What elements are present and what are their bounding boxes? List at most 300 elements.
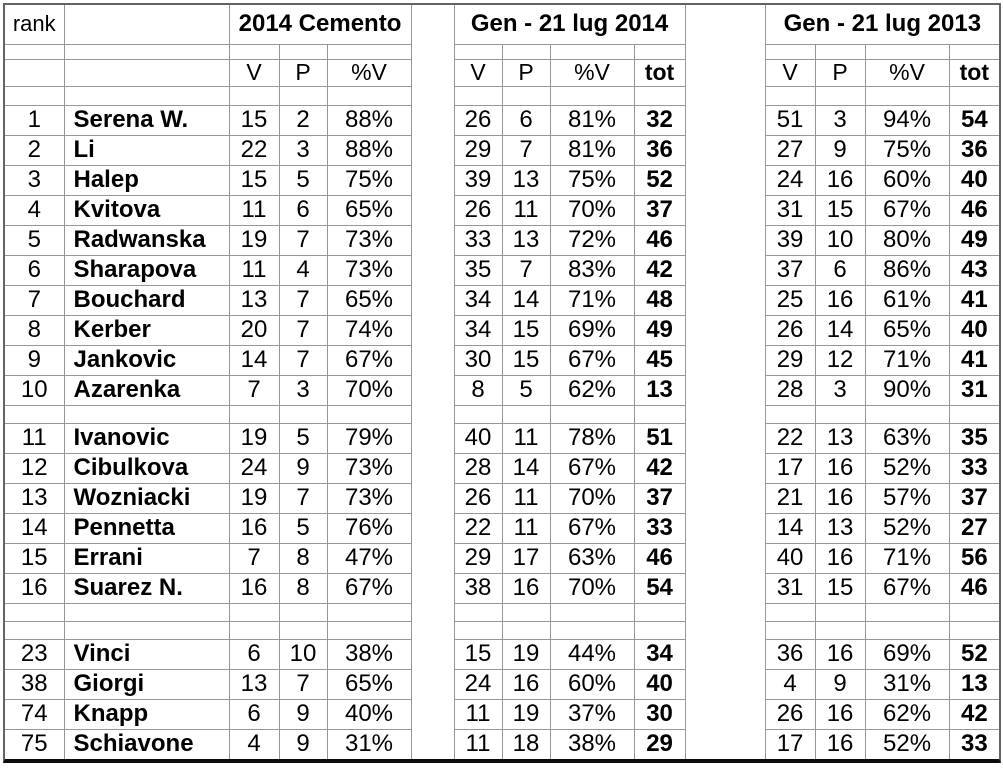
- group-gap-cell: [411, 573, 454, 603]
- losses-cell: 5: [502, 375, 550, 405]
- group-gap-cell: [411, 285, 454, 315]
- tot-cell: 33: [949, 729, 999, 759]
- wins-cell: 14: [229, 345, 279, 375]
- wins-cell: 30: [454, 345, 502, 375]
- spacer-cell: [550, 44, 634, 59]
- tot-cell: 34: [634, 639, 685, 669]
- group-gap-cell: [411, 105, 454, 135]
- winpct-cell: 67%: [865, 195, 949, 225]
- losses-cell: 7: [279, 669, 327, 699]
- wins-cell: 29: [454, 543, 502, 573]
- tot-cell: 37: [634, 483, 685, 513]
- wins-cell: 17: [765, 729, 815, 759]
- spacer-cell: [229, 44, 279, 59]
- losses-cell: 15: [502, 315, 550, 345]
- spacer-cell: [865, 603, 949, 621]
- rank-cell: 3: [5, 165, 64, 195]
- group-gap-cell: [411, 315, 454, 345]
- group-gap-cell: [685, 135, 765, 165]
- group-gap-cell: [411, 639, 454, 669]
- losses-cell: 7: [502, 135, 550, 165]
- wins-cell: 11: [454, 729, 502, 759]
- rank-cell: 23: [5, 639, 64, 669]
- table-body: [5, 105, 999, 759]
- player-row: [5, 543, 999, 573]
- winpct-cell: 62%: [550, 375, 634, 405]
- player-name-cell: Bouchard: [64, 285, 229, 315]
- winpct-cell: 75%: [865, 135, 949, 165]
- losses-cell: 7: [279, 483, 327, 513]
- spacer-cell: [634, 405, 685, 423]
- spacer-cell: [949, 603, 999, 621]
- winpct-cell: 90%: [865, 375, 949, 405]
- winpct-cell: 67%: [327, 345, 411, 375]
- player-name-cell: Halep: [64, 165, 229, 195]
- spacer-row: [5, 603, 999, 621]
- spacer-cell: [949, 44, 999, 59]
- spacer-cell: [815, 621, 865, 639]
- losses-cell: 13: [502, 165, 550, 195]
- winpct-cell: 72%: [550, 225, 634, 255]
- wins-cell: 14: [765, 513, 815, 543]
- rank-cell: 10: [5, 375, 64, 405]
- spacer-cell: [229, 86, 279, 105]
- winpct-cell: 74%: [327, 315, 411, 345]
- tot-cell: 36: [634, 135, 685, 165]
- wins-cell: 11: [454, 699, 502, 729]
- tot-cell: 43: [949, 255, 999, 285]
- wins-cell: 15: [454, 639, 502, 669]
- group-gap-cell: [411, 5, 454, 44]
- spacer-cell: [5, 86, 64, 105]
- tot-cell: 54: [634, 573, 685, 603]
- player-name-cell: Schiavone: [64, 729, 229, 759]
- group-gap-cell: [411, 729, 454, 759]
- player-name-cell: Kvitova: [64, 195, 229, 225]
- tot-cell: 27: [949, 513, 999, 543]
- player-row: [5, 423, 999, 453]
- losses-cell: 13: [815, 513, 865, 543]
- tot-cell: 46: [634, 225, 685, 255]
- winpct-cell: 73%: [327, 453, 411, 483]
- tot-cell: 40: [949, 165, 999, 195]
- wins-cell: 19: [229, 423, 279, 453]
- group-gap-cell: [685, 699, 765, 729]
- losses-column-header: P: [815, 59, 865, 86]
- rank-cell: 14: [5, 513, 64, 543]
- spacer-cell: [64, 86, 229, 105]
- player-name-cell: Wozniacki: [64, 483, 229, 513]
- tot-cell: 52: [634, 165, 685, 195]
- spacer-cell: [634, 44, 685, 59]
- player-name-cell: Ivanovic: [64, 423, 229, 453]
- losses-cell: 7: [279, 225, 327, 255]
- tot-cell: 51: [634, 423, 685, 453]
- spacer-cell: [815, 405, 865, 423]
- losses-cell: 11: [502, 483, 550, 513]
- wins-cell: 26: [454, 483, 502, 513]
- spacer-cell: [229, 621, 279, 639]
- wins-cell: 36: [765, 639, 815, 669]
- losses-cell: 6: [502, 105, 550, 135]
- winpct-cell: 81%: [550, 105, 634, 135]
- group-gap-cell: [411, 135, 454, 165]
- tot-cell: 46: [949, 195, 999, 225]
- losses-cell: 15: [815, 573, 865, 603]
- wins-cell: 6: [229, 639, 279, 669]
- tot-cell: 40: [634, 669, 685, 699]
- winpct-cell: 88%: [327, 105, 411, 135]
- losses-cell: 4: [279, 255, 327, 285]
- group-gap-cell: [411, 86, 454, 105]
- wins-cell: 31: [765, 195, 815, 225]
- spacer-cell: [454, 44, 502, 59]
- spacer-cell: [327, 621, 411, 639]
- spacer-cell: [454, 405, 502, 423]
- winpct-cell: 71%: [865, 543, 949, 573]
- wins-cell: 22: [229, 135, 279, 165]
- tot-cell: 37: [634, 195, 685, 225]
- table-header-rows: [5, 5, 999, 105]
- group-gap-cell: [685, 573, 765, 603]
- losses-cell: 6: [279, 195, 327, 225]
- losses-cell: 16: [815, 483, 865, 513]
- losses-cell: 14: [815, 315, 865, 345]
- winpct-cell: 52%: [865, 513, 949, 543]
- group-gap-cell: [685, 423, 765, 453]
- wins-column-header: V: [229, 59, 279, 86]
- losses-cell: 19: [502, 699, 550, 729]
- tot-cell: 48: [634, 285, 685, 315]
- winpct-cell: 70%: [550, 573, 634, 603]
- wins-cell: 28: [765, 375, 815, 405]
- winpct-cell: 70%: [327, 375, 411, 405]
- spacer-cell: [949, 86, 999, 105]
- rank-subheader-cell: [5, 59, 64, 86]
- spacer-cell: [865, 405, 949, 423]
- losses-column-header: P: [279, 59, 327, 86]
- rank-cell: 12: [5, 453, 64, 483]
- group-gap-cell: [411, 669, 454, 699]
- winpct-cell: 69%: [865, 639, 949, 669]
- losses-cell: 10: [279, 639, 327, 669]
- group-gap-cell: [685, 5, 765, 44]
- player-name-cell: Vinci: [64, 639, 229, 669]
- winpct-cell: 83%: [550, 255, 634, 285]
- winpct-cell: 52%: [865, 453, 949, 483]
- group-title-gen-lug-2013: Gen - 21 lug 2013: [765, 5, 999, 44]
- winpct-cell: 65%: [327, 669, 411, 699]
- spacer-row: [5, 621, 999, 639]
- wins-cell: 6: [229, 699, 279, 729]
- winpct-cell: 76%: [327, 513, 411, 543]
- tot-cell: 13: [949, 669, 999, 699]
- winpct-cell: 57%: [865, 483, 949, 513]
- losses-cell: 12: [815, 345, 865, 375]
- player-name-cell: Sharapova: [64, 255, 229, 285]
- tot-cell: 41: [949, 285, 999, 315]
- spacer-cell: [279, 44, 327, 59]
- wins-cell: 39: [454, 165, 502, 195]
- winpct-cell: 52%: [865, 729, 949, 759]
- winpct-cell: 73%: [327, 255, 411, 285]
- losses-cell: 9: [815, 669, 865, 699]
- group-gap-cell: [685, 729, 765, 759]
- player-row: [5, 105, 999, 135]
- winpct-cell: 63%: [865, 423, 949, 453]
- winpct-cell: 81%: [550, 135, 634, 165]
- group-gap-cell: [411, 621, 454, 639]
- group-gap-cell: [685, 375, 765, 405]
- losses-cell: 11: [502, 513, 550, 543]
- losses-cell: 16: [815, 285, 865, 315]
- spacer-cell: [454, 621, 502, 639]
- group-gap-cell: [411, 423, 454, 453]
- spacer-cell: [229, 603, 279, 621]
- wins-cell: 19: [229, 483, 279, 513]
- winpct-column-header: %V: [865, 59, 949, 86]
- spacer-cell: [815, 86, 865, 105]
- losses-cell: 7: [279, 285, 327, 315]
- player-name-cell: Pennetta: [64, 513, 229, 543]
- player-row: [5, 255, 999, 285]
- losses-cell: 2: [279, 105, 327, 135]
- losses-cell: 5: [279, 165, 327, 195]
- group-gap-cell: [685, 639, 765, 669]
- winpct-cell: 60%: [865, 165, 949, 195]
- tot-cell: 40: [949, 315, 999, 345]
- winpct-cell: 47%: [327, 543, 411, 573]
- wins-cell: 39: [765, 225, 815, 255]
- winpct-cell: 73%: [327, 225, 411, 255]
- winpct-cell: 75%: [550, 165, 634, 195]
- spacer-cell: [279, 405, 327, 423]
- spacer-cell: [502, 86, 550, 105]
- wins-cell: 13: [229, 285, 279, 315]
- rank-cell: 11: [5, 423, 64, 453]
- group-gap-cell: [685, 255, 765, 285]
- group-gap-cell: [685, 315, 765, 345]
- spacer-cell: [502, 405, 550, 423]
- group-gap-cell: [685, 59, 765, 86]
- subheader-row: [5, 59, 999, 86]
- group-gap-cell: [685, 285, 765, 315]
- winpct-cell: 71%: [865, 345, 949, 375]
- losses-cell: 14: [502, 285, 550, 315]
- wins-cell: 33: [454, 225, 502, 255]
- tot-cell: 42: [949, 699, 999, 729]
- player-row: [5, 315, 999, 345]
- wins-cell: 19: [229, 225, 279, 255]
- player-name-cell: Giorgi: [64, 669, 229, 699]
- winpct-cell: 80%: [865, 225, 949, 255]
- losses-cell: 3: [279, 135, 327, 165]
- group-gap-cell: [685, 345, 765, 375]
- wins-cell: 29: [454, 135, 502, 165]
- losses-cell: 16: [502, 669, 550, 699]
- group-gap-cell: [685, 621, 765, 639]
- spacer-cell: [765, 86, 815, 105]
- group-gap-cell: [685, 543, 765, 573]
- winpct-cell: 69%: [550, 315, 634, 345]
- losses-cell: 9: [279, 699, 327, 729]
- losses-cell: 15: [502, 345, 550, 375]
- losses-cell: 7: [279, 345, 327, 375]
- wins-cell: 22: [454, 513, 502, 543]
- wins-cell: 24: [765, 165, 815, 195]
- spacer-cell: [454, 86, 502, 105]
- player-row: [5, 345, 999, 375]
- wins-cell: 26: [765, 315, 815, 345]
- player-name-cell: Radwanska: [64, 225, 229, 255]
- tot-cell: 33: [949, 453, 999, 483]
- group-gap-cell: [411, 195, 454, 225]
- spacer-cell: [550, 405, 634, 423]
- group-gap-cell: [685, 513, 765, 543]
- wins-cell: 28: [454, 453, 502, 483]
- spacer-cell: [502, 621, 550, 639]
- group-gap-cell: [685, 165, 765, 195]
- player-row: [5, 135, 999, 165]
- losses-cell: 5: [279, 513, 327, 543]
- winpct-cell: 38%: [327, 639, 411, 669]
- losses-cell: 7: [279, 315, 327, 345]
- group-gap-cell: [685, 483, 765, 513]
- tot-cell: 31: [949, 375, 999, 405]
- losses-cell: 13: [815, 423, 865, 453]
- losses-cell: 3: [279, 375, 327, 405]
- wins-cell: 15: [229, 105, 279, 135]
- rank-cell: 7: [5, 285, 64, 315]
- winpct-cell: 60%: [550, 669, 634, 699]
- group-gap-cell: [685, 105, 765, 135]
- spacer-cell: [279, 603, 327, 621]
- name-subheader-cell: [64, 59, 229, 86]
- losses-cell: 9: [815, 135, 865, 165]
- spacer-cell: [634, 621, 685, 639]
- winpct-cell: 38%: [550, 729, 634, 759]
- wins-cell: 51: [765, 105, 815, 135]
- rank-cell: 4: [5, 195, 64, 225]
- player-row: [5, 165, 999, 195]
- losses-cell: 8: [279, 573, 327, 603]
- group-gap-cell: [685, 225, 765, 255]
- player-row: [5, 669, 999, 699]
- tot-cell: 45: [634, 345, 685, 375]
- wins-cell: 4: [229, 729, 279, 759]
- player-name-cell: Jankovic: [64, 345, 229, 375]
- winpct-cell: 75%: [327, 165, 411, 195]
- spacer-cell: [327, 405, 411, 423]
- spacer-cell: [765, 44, 815, 59]
- wins-cell: 15: [229, 165, 279, 195]
- rank-cell: 5: [5, 225, 64, 255]
- winpct-cell: 63%: [550, 543, 634, 573]
- wins-cell: 26: [765, 699, 815, 729]
- wins-cell: 11: [229, 195, 279, 225]
- spacer-cell: [5, 44, 64, 59]
- losses-cell: 13: [502, 225, 550, 255]
- rank-cell: 13: [5, 483, 64, 513]
- tot-cell: 46: [949, 573, 999, 603]
- winpct-cell: 78%: [550, 423, 634, 453]
- winpct-column-header: %V: [550, 59, 634, 86]
- player-row: [5, 639, 999, 669]
- stats-table-sheet: [3, 3, 1001, 763]
- wins-cell: 31: [765, 573, 815, 603]
- winpct-cell: 67%: [865, 573, 949, 603]
- player-name-cell: Kerber: [64, 315, 229, 345]
- player-row: [5, 699, 999, 729]
- tot-cell: 32: [634, 105, 685, 135]
- tot-cell: 49: [949, 225, 999, 255]
- group-gap-cell: [411, 405, 454, 423]
- spacer-row: [5, 44, 999, 59]
- spacer-cell: [865, 86, 949, 105]
- winpct-cell: 67%: [550, 345, 634, 375]
- wins-cell: 40: [765, 543, 815, 573]
- wins-cell: 25: [765, 285, 815, 315]
- rank-cell: 8: [5, 315, 64, 345]
- winpct-cell: 94%: [865, 105, 949, 135]
- player-name-cell: Knapp: [64, 699, 229, 729]
- player-row: [5, 195, 999, 225]
- player-name-cell: Suarez N.: [64, 573, 229, 603]
- rank-cell: 16: [5, 573, 64, 603]
- wins-cell: 34: [454, 285, 502, 315]
- player-row: [5, 225, 999, 255]
- spacer-cell: [279, 621, 327, 639]
- rank-cell: 9: [5, 345, 64, 375]
- player-row: [5, 453, 999, 483]
- group-gap-cell: [411, 513, 454, 543]
- rank-cell: 15: [5, 543, 64, 573]
- winpct-cell: 61%: [865, 285, 949, 315]
- wins-cell: 4: [765, 669, 815, 699]
- tot-cell: 30: [634, 699, 685, 729]
- tot-cell: 54: [949, 105, 999, 135]
- winpct-cell: 67%: [327, 573, 411, 603]
- winpct-cell: 67%: [550, 453, 634, 483]
- tot-cell: 56: [949, 543, 999, 573]
- spacer-cell: [949, 621, 999, 639]
- group-gap-cell: [685, 669, 765, 699]
- losses-column-header: P: [502, 59, 550, 86]
- player-row: [5, 285, 999, 315]
- tot-cell: 29: [634, 729, 685, 759]
- wins-cell: 34: [454, 315, 502, 345]
- winpct-cell: 31%: [327, 729, 411, 759]
- tot-cell: 41: [949, 345, 999, 375]
- losses-cell: 19: [502, 639, 550, 669]
- wins-cell: 27: [765, 135, 815, 165]
- tot-cell: 52: [949, 639, 999, 669]
- player-name-cell: Serena W.: [64, 105, 229, 135]
- header-row: [5, 5, 999, 44]
- group-gap-cell: [411, 165, 454, 195]
- losses-cell: 8: [279, 543, 327, 573]
- wins-column-header: V: [454, 59, 502, 86]
- tot-cell: 49: [634, 315, 685, 345]
- group-title-gen-lug-2014: Gen - 21 lug 2014: [454, 5, 685, 44]
- losses-cell: 16: [815, 543, 865, 573]
- wins-cell: 29: [765, 345, 815, 375]
- group-gap-cell: [411, 345, 454, 375]
- spacer-cell: [327, 86, 411, 105]
- winpct-cell: 79%: [327, 423, 411, 453]
- spacer-cell: [634, 603, 685, 621]
- player-name-cell: Errani: [64, 543, 229, 573]
